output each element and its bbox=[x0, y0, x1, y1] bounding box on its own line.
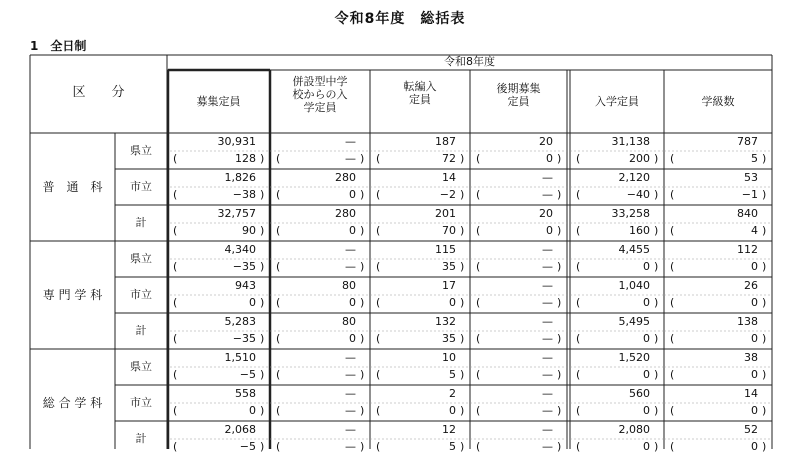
paren-close: ) bbox=[460, 332, 465, 345]
cell-change-value: 0 bbox=[751, 404, 758, 417]
paren-close: ) bbox=[260, 296, 265, 309]
cell-value: — bbox=[542, 279, 553, 292]
group-header-label: 令和8年度 bbox=[444, 55, 495, 68]
cell-value: 80 bbox=[342, 279, 356, 292]
paren-open: ( bbox=[476, 188, 481, 201]
cell-change-value: — bbox=[345, 368, 356, 381]
cell-change-value: 35 bbox=[442, 332, 456, 345]
paren-open: ( bbox=[670, 296, 675, 309]
paren-close: ) bbox=[762, 296, 767, 309]
paren-open: ( bbox=[670, 404, 675, 417]
paren-open: ( bbox=[173, 188, 178, 201]
paren-close: ) bbox=[460, 224, 465, 237]
paren-open: ( bbox=[576, 332, 581, 345]
paren-close: ) bbox=[654, 260, 659, 273]
paren-close: ) bbox=[460, 260, 465, 273]
cell-value: 2,068 bbox=[224, 423, 256, 436]
paren-open: ( bbox=[670, 440, 675, 453]
paren-open: ( bbox=[670, 368, 675, 381]
paren-close: ) bbox=[360, 224, 365, 237]
row-type-label: 県立 bbox=[130, 252, 152, 265]
cell-value: — bbox=[345, 135, 356, 148]
column-header-4: 入学定員 bbox=[595, 95, 639, 108]
cell-value: — bbox=[345, 351, 356, 364]
cell-value: 52 bbox=[744, 423, 758, 436]
cell-value: 2,120 bbox=[618, 171, 650, 184]
paren-close: ) bbox=[654, 332, 659, 345]
cell-change-value: −5 bbox=[239, 368, 256, 381]
paren-open: ( bbox=[276, 440, 281, 453]
cell-value: 280 bbox=[335, 171, 356, 184]
cell-value: 4,455 bbox=[618, 243, 650, 256]
cell-change-value: −2 bbox=[439, 188, 456, 201]
paren-close: ) bbox=[762, 332, 767, 345]
paren-open: ( bbox=[173, 404, 178, 417]
paren-open: ( bbox=[670, 260, 675, 273]
paren-close: ) bbox=[360, 152, 365, 165]
cell-value: 112 bbox=[737, 243, 758, 256]
cell-change-value: — bbox=[542, 296, 553, 309]
cell-value: — bbox=[345, 423, 356, 436]
paren-close: ) bbox=[557, 152, 562, 165]
paren-close: ) bbox=[762, 440, 767, 453]
document-title: 令和8年度 総括表 bbox=[334, 11, 466, 27]
cell-change-value: 0 bbox=[349, 296, 356, 309]
paren-open: ( bbox=[376, 440, 381, 453]
paren-open: ( bbox=[476, 440, 481, 453]
cell-value: — bbox=[542, 171, 553, 184]
cell-value: 5,495 bbox=[618, 315, 650, 328]
paren-open: ( bbox=[173, 296, 178, 309]
cell-change-value: 0 bbox=[751, 296, 758, 309]
paren-open: ( bbox=[476, 296, 481, 309]
paren-open: ( bbox=[376, 152, 381, 165]
row-type-label: 市立 bbox=[130, 288, 152, 301]
cell-value: 187 bbox=[435, 135, 456, 148]
paren-close: ) bbox=[460, 188, 465, 201]
paren-open: ( bbox=[476, 260, 481, 273]
paren-close: ) bbox=[762, 224, 767, 237]
cell-value: 26 bbox=[744, 279, 758, 292]
paren-close: ) bbox=[654, 440, 659, 453]
row-type-label: 計 bbox=[135, 216, 147, 229]
paren-close: ) bbox=[557, 260, 562, 273]
cell-change-value: 5 bbox=[449, 440, 456, 453]
paren-open: ( bbox=[276, 152, 281, 165]
cell-change-value: 70 bbox=[442, 224, 456, 237]
cell-change-value: 0 bbox=[349, 188, 356, 201]
cell-value: 53 bbox=[744, 171, 758, 184]
paren-open: ( bbox=[376, 188, 381, 201]
cell-change-value: — bbox=[345, 152, 356, 165]
paren-open: ( bbox=[173, 332, 178, 345]
cell-value: — bbox=[542, 387, 553, 400]
paren-close: ) bbox=[557, 440, 562, 453]
cell-change-value: — bbox=[542, 404, 553, 417]
paren-open: ( bbox=[376, 260, 381, 273]
paren-close: ) bbox=[557, 296, 562, 309]
cell-change-value: 0 bbox=[249, 296, 256, 309]
cell-change-value: — bbox=[542, 332, 553, 345]
paren-close: ) bbox=[260, 404, 265, 417]
cell-change-value: −35 bbox=[232, 260, 256, 273]
cell-change-value: −40 bbox=[626, 188, 650, 201]
paren-open: ( bbox=[476, 368, 481, 381]
paren-close: ) bbox=[654, 224, 659, 237]
paren-open: ( bbox=[476, 404, 481, 417]
paren-close: ) bbox=[654, 188, 659, 201]
cell-change-value: — bbox=[345, 404, 356, 417]
paren-close: ) bbox=[360, 188, 365, 201]
paren-open: ( bbox=[276, 188, 281, 201]
row-type-label: 県立 bbox=[130, 360, 152, 373]
cell-value: 2,080 bbox=[618, 423, 650, 436]
paren-close: ) bbox=[557, 368, 562, 381]
cell-value: 2 bbox=[449, 387, 456, 400]
paren-close: ) bbox=[260, 188, 265, 201]
paren-open: ( bbox=[576, 404, 581, 417]
cell-value: 280 bbox=[335, 207, 356, 220]
paren-open: ( bbox=[670, 188, 675, 201]
paren-open: ( bbox=[173, 368, 178, 381]
paren-open: ( bbox=[576, 152, 581, 165]
paren-close: ) bbox=[557, 404, 562, 417]
paren-open: ( bbox=[576, 224, 581, 237]
paren-open: ( bbox=[670, 224, 675, 237]
paren-open: ( bbox=[376, 368, 381, 381]
cell-value: 201 bbox=[435, 207, 456, 220]
paren-close: ) bbox=[654, 404, 659, 417]
cell-change-value: −35 bbox=[232, 332, 256, 345]
paren-close: ) bbox=[762, 404, 767, 417]
cell-value: 14 bbox=[442, 171, 456, 184]
cell-value: 20 bbox=[539, 135, 553, 148]
paren-close: ) bbox=[557, 224, 562, 237]
group-label-0: 普 通 科 bbox=[42, 180, 103, 194]
cell-value: 560 bbox=[629, 387, 650, 400]
paren-close: ) bbox=[260, 332, 265, 345]
cell-change-value: 0 bbox=[751, 368, 758, 381]
paren-close: ) bbox=[762, 152, 767, 165]
cell-value: 38 bbox=[744, 351, 758, 364]
cell-change-value: 0 bbox=[643, 296, 650, 309]
cell-value: 33,258 bbox=[611, 207, 650, 220]
paren-close: ) bbox=[360, 296, 365, 309]
cell-value: 32,757 bbox=[217, 207, 256, 220]
cell-change-value: 90 bbox=[242, 224, 256, 237]
cell-change-value: 0 bbox=[751, 260, 758, 273]
paren-close: ) bbox=[460, 152, 465, 165]
cell-value: — bbox=[345, 387, 356, 400]
cell-change-value: — bbox=[542, 368, 553, 381]
cell-value: 31,138 bbox=[611, 135, 650, 148]
group-label-2: 総 合 学 科 bbox=[42, 396, 103, 410]
paren-open: ( bbox=[276, 332, 281, 345]
row-type-label: 計 bbox=[135, 324, 147, 337]
paren-close: ) bbox=[654, 296, 659, 309]
paren-open: ( bbox=[173, 224, 178, 237]
cell-value: 1,826 bbox=[224, 171, 256, 184]
paren-close: ) bbox=[360, 440, 365, 453]
column-header-0: 募集定員 bbox=[196, 95, 241, 108]
paren-open: ( bbox=[376, 404, 381, 417]
cell-value: 1,040 bbox=[618, 279, 650, 292]
paren-open: ( bbox=[376, 224, 381, 237]
paren-close: ) bbox=[360, 260, 365, 273]
paren-open: ( bbox=[276, 260, 281, 273]
cell-value: 14 bbox=[744, 387, 758, 400]
cell-value: 787 bbox=[737, 135, 758, 148]
paren-close: ) bbox=[557, 188, 562, 201]
paren-open: ( bbox=[576, 260, 581, 273]
cell-change-value: 5 bbox=[751, 152, 758, 165]
section-heading: 1 全日制 bbox=[30, 39, 87, 53]
paren-close: ) bbox=[654, 368, 659, 381]
cell-change-value: 160 bbox=[629, 224, 650, 237]
kubun-header: 区 分 bbox=[72, 85, 125, 100]
cell-change-value: 200 bbox=[629, 152, 650, 165]
cell-change-value: 0 bbox=[643, 260, 650, 273]
paren-close: ) bbox=[762, 188, 767, 201]
cell-change-value: 0 bbox=[643, 368, 650, 381]
paren-close: ) bbox=[360, 368, 365, 381]
cell-change-value: 0 bbox=[249, 404, 256, 417]
cell-value: — bbox=[345, 243, 356, 256]
paren-close: ) bbox=[360, 332, 365, 345]
column-header-5: 学級数 bbox=[701, 95, 735, 108]
cell-change-value: — bbox=[542, 260, 553, 273]
row-type-label: 市立 bbox=[130, 396, 152, 409]
cell-value: 558 bbox=[235, 387, 256, 400]
cell-value: 80 bbox=[342, 315, 356, 328]
paren-open: ( bbox=[173, 440, 178, 453]
cell-change-value: −5 bbox=[239, 440, 256, 453]
paren-open: ( bbox=[276, 368, 281, 381]
paren-close: ) bbox=[260, 440, 265, 453]
cell-value: 12 bbox=[442, 423, 456, 436]
paren-open: ( bbox=[576, 440, 581, 453]
paren-close: ) bbox=[260, 152, 265, 165]
cell-value: 943 bbox=[235, 279, 256, 292]
cell-change-value: — bbox=[542, 188, 553, 201]
column-header-2: 転編入定員 bbox=[403, 80, 437, 106]
cell-value: 840 bbox=[737, 207, 758, 220]
cell-value: 138 bbox=[737, 315, 758, 328]
cell-change-value: 72 bbox=[442, 152, 456, 165]
cell-change-value: 0 bbox=[643, 332, 650, 345]
paren-close: ) bbox=[360, 404, 365, 417]
paren-open: ( bbox=[173, 260, 178, 273]
cell-value: 10 bbox=[442, 351, 456, 364]
cell-value: 5,283 bbox=[224, 315, 256, 328]
paren-close: ) bbox=[762, 368, 767, 381]
column-header-1: 併設型中学校からの入学定員 bbox=[292, 75, 348, 114]
cell-change-value: 0 bbox=[751, 440, 758, 453]
row-type-label: 県立 bbox=[130, 144, 152, 157]
column-header-3: 後期募集定員 bbox=[496, 82, 541, 108]
cell-change-value: −38 bbox=[232, 188, 256, 201]
cell-change-value: 0 bbox=[449, 296, 456, 309]
paren-close: ) bbox=[654, 152, 659, 165]
paren-close: ) bbox=[260, 260, 265, 273]
paren-open: ( bbox=[276, 224, 281, 237]
row-type-label: 計 bbox=[135, 432, 147, 445]
paren-open: ( bbox=[173, 152, 178, 165]
cell-change-value: 4 bbox=[751, 224, 758, 237]
cell-change-value: 0 bbox=[751, 332, 758, 345]
cell-value: 17 bbox=[442, 279, 456, 292]
paren-open: ( bbox=[276, 296, 281, 309]
cell-change-value: — bbox=[345, 440, 356, 453]
cell-change-value: 0 bbox=[643, 440, 650, 453]
cell-value: 20 bbox=[539, 207, 553, 220]
cell-value: 132 bbox=[435, 315, 456, 328]
cell-change-value: 0 bbox=[546, 224, 553, 237]
paren-close: ) bbox=[460, 296, 465, 309]
paren-open: ( bbox=[576, 188, 581, 201]
paren-close: ) bbox=[260, 368, 265, 381]
paren-close: ) bbox=[762, 260, 767, 273]
cell-change-value: 0 bbox=[449, 404, 456, 417]
paren-open: ( bbox=[276, 404, 281, 417]
paren-open: ( bbox=[576, 296, 581, 309]
paren-open: ( bbox=[476, 224, 481, 237]
paren-close: ) bbox=[460, 440, 465, 453]
group-label-1: 専 門 学 科 bbox=[42, 288, 103, 302]
paren-close: ) bbox=[260, 224, 265, 237]
paren-open: ( bbox=[670, 152, 675, 165]
paren-close: ) bbox=[460, 404, 465, 417]
cell-change-value: 128 bbox=[235, 152, 256, 165]
paren-open: ( bbox=[576, 368, 581, 381]
paren-open: ( bbox=[376, 332, 381, 345]
paren-close: ) bbox=[460, 368, 465, 381]
cell-value: 1,520 bbox=[618, 351, 650, 364]
paren-open: ( bbox=[376, 296, 381, 309]
cell-change-value: 0 bbox=[546, 152, 553, 165]
cell-change-value: — bbox=[542, 440, 553, 453]
cell-change-value: — bbox=[345, 260, 356, 273]
cell-value: 30,931 bbox=[217, 135, 256, 148]
cell-change-value: 35 bbox=[442, 260, 456, 273]
paren-open: ( bbox=[476, 152, 481, 165]
cell-value: 4,340 bbox=[224, 243, 256, 256]
cell-value: — bbox=[542, 351, 553, 364]
cell-change-value: 5 bbox=[449, 368, 456, 381]
cell-change-value: −1 bbox=[741, 188, 758, 201]
cell-change-value: 0 bbox=[349, 332, 356, 345]
cell-value: — bbox=[542, 243, 553, 256]
cell-value: — bbox=[542, 423, 553, 436]
cell-value: — bbox=[542, 315, 553, 328]
paren-close: ) bbox=[557, 332, 562, 345]
cell-change-value: 0 bbox=[349, 224, 356, 237]
cell-value: 1,510 bbox=[224, 351, 256, 364]
cell-value: 115 bbox=[435, 243, 456, 256]
row-type-label: 市立 bbox=[130, 180, 152, 193]
cell-change-value: 0 bbox=[643, 404, 650, 417]
paren-open: ( bbox=[670, 332, 675, 345]
paren-open: ( bbox=[476, 332, 481, 345]
